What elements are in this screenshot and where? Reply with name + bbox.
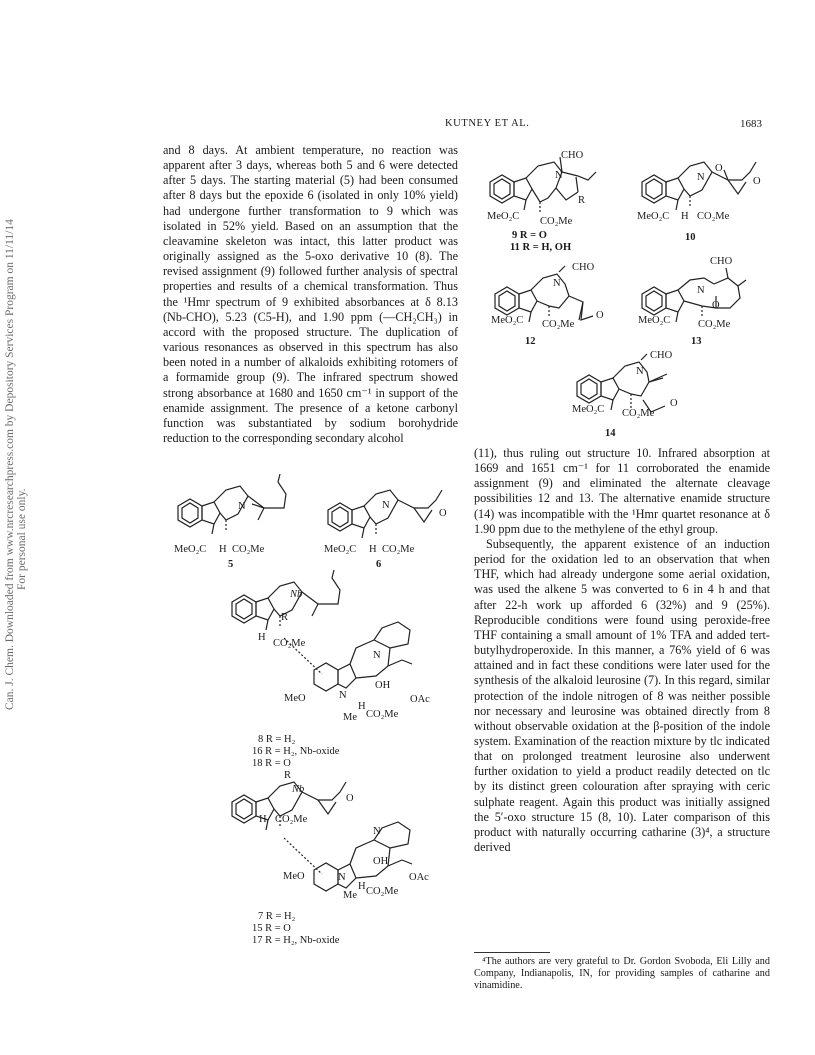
s7-meo: MeO [283,871,305,882]
s13-compound-number: 13 [691,336,702,347]
s8-ester: CO₂Me [273,638,306,649]
s7-oac: OAc [409,872,429,883]
left-paragraph: and 8 days. At ambient temperature, no reaction was apparent after 3 days, whereas both 5 and 6 were detected after 5 days. The starting material (5) had been consumed after 8 days but the epoxide 6 (isolated in only 10% yield) had undergone further transformation to 9 which was isolated in 52% yield. Based on an assumption that the cleavamine skeleton was intact, this latter product was originally assigned as the 5-oxo derivative 10 (8). The revised assignment (9) followed further analysis of spectral properties and results of a chemical transformation. Thus the ¹Hmr spectrum of 9 exhibited absorbances at δ 8.13 (Nb-CHO), 5.23 (C5-H), and 1.90 ppm (—CH₂CH₃) in accord with the proposed structure. The duplication of various resonances as observed in this spectrum has also been noted in a number of alkaloids exhibiting rotomers of a formamide group (9). The infrared spectrum showed strong absorbance at 1680 and 1650 cm⁻¹ in support of the enamide assignment. The presence of a ketone carbonyl function was substantiated by sodium borohydride reduction to the corresponding secondary alcohol [163,143,458,445]
s12-o: O [596,310,604,321]
s6-ester-1: MeO₂C [324,544,357,555]
s8-n-lower: N [339,690,347,701]
s12-ester-2: CO₂Me [542,319,575,330]
s13-ester-1: MeO₂C [638,315,671,326]
s12-cho: CHO [572,262,595,273]
s14-ester-2: CO₂Me [622,408,655,419]
s7-o: O [346,793,354,804]
s6-ester-2: CO₂Me [382,544,415,555]
right-column-text [474,446,770,855]
download-watermark [4,219,28,710]
s7-r: R [284,770,292,781]
s6-n: N [382,500,390,511]
s8-h: H [258,632,266,643]
s7-caption-line-2: 15 R = O [252,923,291,934]
s7-me: Me [343,890,357,901]
s11-compound-number: 11 R = H, OH [510,242,572,253]
s8-r: R [281,612,289,623]
s8-ester-3: CO₂Me [366,709,399,720]
left-column-text [163,143,458,446]
s9-cho: CHO [561,150,584,161]
s6-o: O [439,508,447,519]
footnote-rule [474,952,550,953]
s7-h: H [259,814,267,825]
s8-n-upper: N [373,650,381,661]
s7-caption-line-1: 7 R = H₂ [258,911,296,922]
right-paragraph-2: Subsequently, the apparent existence of an induction period for the oxidation led to an observation that when THF, which had already undergone some aerial oxidation, was used the alkene 5 was converted to 6 in 4 h and that after 22-h work up afforded 6 (32%) and 9 (25%). Reproducible conditions were found using peroxide-free THF containing a small amount of 1% TFA and added tert-butylhydroperoxide. In this manner, a 76% yield of 6 was attained and in fact these conditions were later used for the synthesis of the alkaloid leurosine (7). In this regard, similar protection of the indole nitrogen of 8 was neither possible nor necessary and leurosine was obtained directly from 8 without observable oxidation at the β-position of the indole system. Examination of the reaction mixture by tlc indicated that on prolonged treatment leurosine also underwent further oxidation to yield a product readily detected on tlc by its distinct green colouration after spraying with ceric sulphate reagent. Again this product was initially assigned the 5′-oxo structure 15 (8, 10). Later comparison of this product with naturally occurring catharine (3)⁴, a structure derived [474,536,770,855]
running-header-author: KUTNEY ET AL. [445,118,530,129]
s8-nb: Nb [290,589,303,600]
s7-ester-3: CO₂Me [366,886,399,897]
s9-compound-number: 9 R = O [512,230,547,241]
s8-caption-line-2: 16 R = H₂, Nb-oxide [252,746,340,757]
s7-n-upper: N [373,826,381,837]
s6-h: H [369,544,377,555]
watermark-line-2: For personal use only. [16,488,28,590]
s7-h2: H [358,881,366,892]
s7-oh: OH [373,856,389,867]
s14-cho: CHO [650,350,673,361]
s9-ester-2: CO₂Me [540,216,573,227]
s8-oh: OH [375,680,391,691]
s8-oac: OAc [410,694,430,705]
s5-h: H [219,544,227,555]
s9-r: R [578,195,586,206]
s9-n: N [555,170,563,181]
s7-ester: CO₂Me [275,814,308,825]
s9-ester-1: MeO₂C [487,211,520,222]
s14-n: N [636,366,644,377]
s14-compound-number: 14 [605,428,616,439]
s13-o: O [712,300,720,311]
right-paragraph-1: (11), thus ruling out structure 10. Infrared absorption at 1669 and 1651 cm⁻¹ for 11 corroborated the enamide assignment (9) and eliminated the alternate cleavage possibilities 12 and 13. The alternative enamide structure (14) was incompatible with the ¹Hmr quartet resonance at δ 1.90 ppm due to the methylene of the ethyl group. [474,446,770,536]
s12-n: N [553,278,561,289]
s10-ester-1: MeO₂C [637,211,670,222]
s12-compound-number: 12 [525,336,536,347]
s8-me: Me [343,712,357,723]
s7-n-lower: N [338,872,346,883]
s14-ester-1: MeO₂C [572,404,605,415]
s10-o-2: O [753,176,761,187]
s13-ester-2: CO₂Me [698,319,731,330]
s5-ester-1: MeO₂C [174,544,207,555]
s7-caption-line-3: 17 R = H₂, Nb-oxide [252,935,340,946]
structure-13-drawing [632,262,772,342]
s10-n: N [697,172,705,183]
s12-ester-1: MeO₂C [491,315,524,326]
footnote: ⁴The authors are very grateful to Dr. Gordon Svoboda, Eli Lilly and Company, Indianapolis, IN, for providing samples of catharine and vinamidine. [474,956,770,992]
s8-h2: H [358,701,366,712]
watermark-line-1: Can. J. Chem. Downloaded from www.nrcresearchpress.com by Depository Services Program on 11/11/14 [4,219,16,710]
structure-5-drawing [168,474,308,554]
s8-caption-line-1: 8 R = H₂ [258,734,296,745]
structure-12-drawing [485,262,625,342]
s7-nb: Nb [292,784,305,795]
s5-compound-number: 5 [228,559,234,570]
s10-h: H [681,211,689,222]
structure-8-drawing [222,570,422,700]
s8-caption-line-3: 18 R = O [252,758,291,769]
s10-o-1: O [715,163,723,174]
s6-compound-number: 6 [376,559,382,570]
s10-ester-2: CO₂Me [697,211,730,222]
structure-7-drawing [222,770,422,900]
s5-n: N [238,501,246,512]
s10-compound-number: 10 [685,232,696,243]
s13-n: N [697,285,705,296]
s14-o: O [670,398,678,409]
s13-cho: CHO [710,256,733,267]
page-number: 1683 [740,118,762,130]
s8-meo: MeO [284,693,306,704]
s5-ester-2: CO₂Me [232,544,265,555]
